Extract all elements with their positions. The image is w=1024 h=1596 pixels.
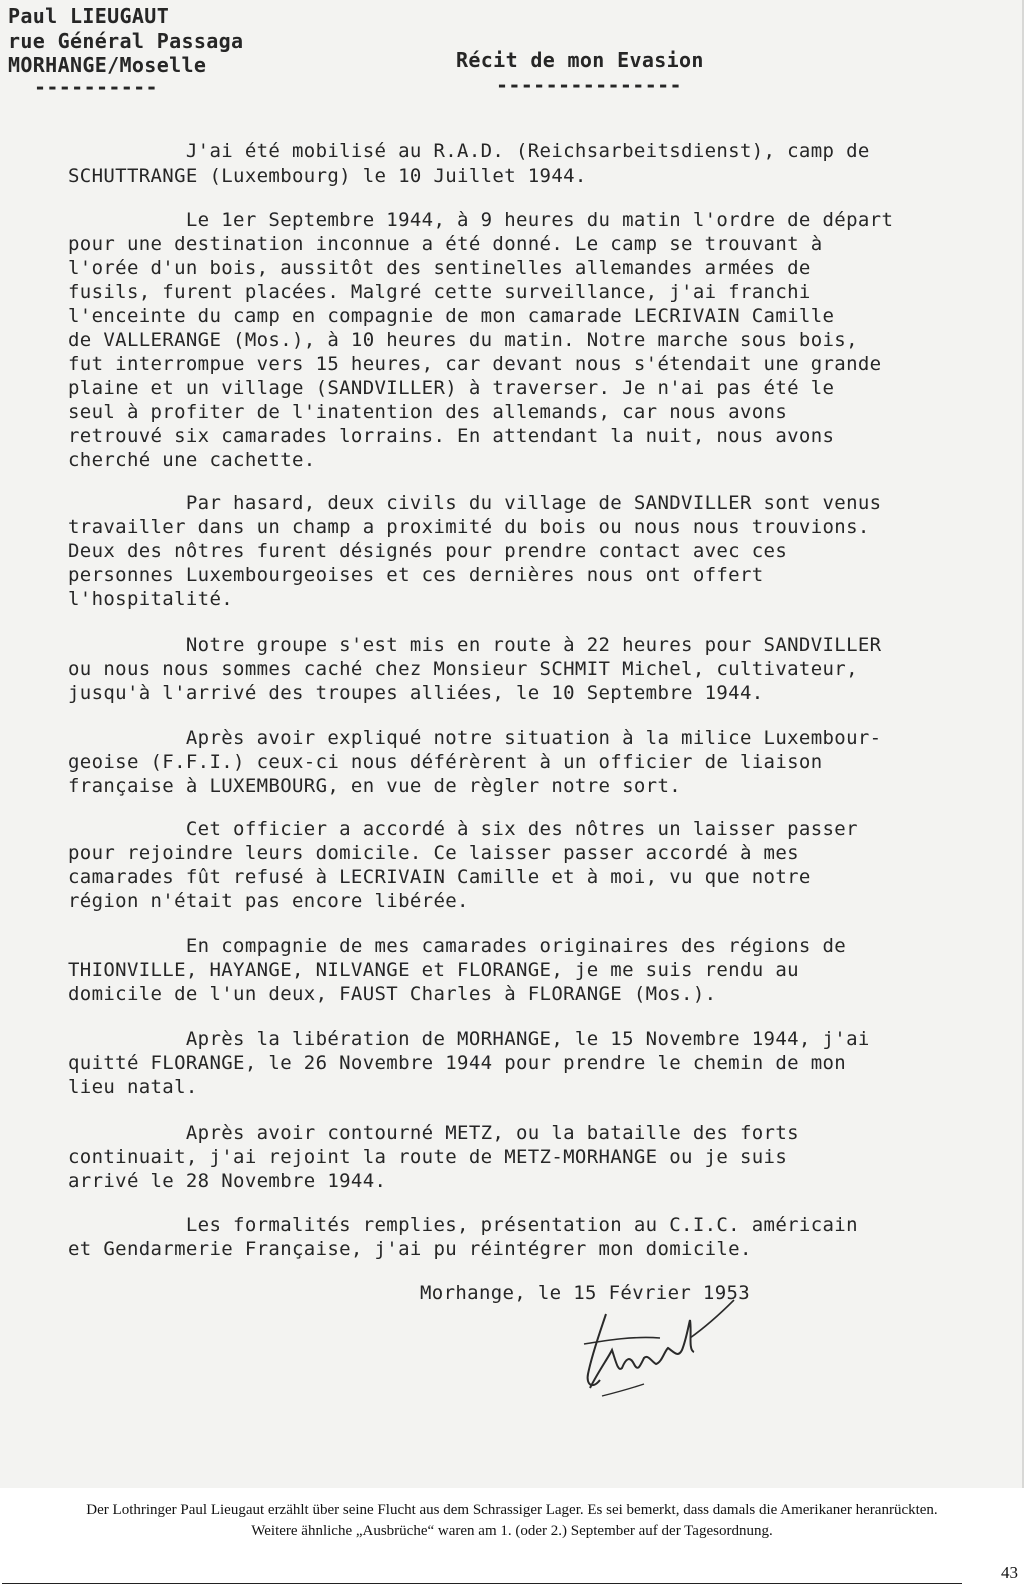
text-line: française à LUXEMBOURG, en vue de règler notre sort. [68, 775, 682, 797]
sender-name: Paul LIEUGAUT [8, 4, 170, 28]
text-line: fusils, furent placées. Malgré cette surveillance, j'ai franchi [68, 281, 811, 303]
text-line: Après la libération de MORHANGE, le 15 Novembre 1944, j'ai [68, 1028, 870, 1050]
text-line: Notre groupe s'est mis en route à 22 heures pour SANDVILLER [68, 634, 882, 656]
text-line: Le 1er Septembre 1944, à 9 heures du matin l'ordre de départ [68, 209, 894, 231]
text-line: camarades fût refusé à LECRIVAIN Camille et à moi, vu que notre [68, 866, 811, 888]
text-line: plaine et un village (SANDVILLER) à traverser. Je n'ai pas été le [68, 377, 835, 399]
signoff-date: Morhange, le 15 Février 1953 [420, 1282, 751, 1304]
text-line: l'orée d'un bois, aussitôt des sentinelles allemandes armées de [68, 257, 811, 279]
text-line: région n'était pas encore libérée. [68, 890, 469, 912]
text-line: pour une destination inconnue a été donné. Le camp se trouvant à [68, 233, 823, 255]
text-line: l'hospitalité. [68, 588, 234, 610]
sender-underline: ---------- [34, 75, 158, 99]
title-underline: --------------- [496, 73, 682, 97]
text-line: Après avoir contourné METZ, ou la bataille des forts [68, 1122, 799, 1144]
text-line: fut interrompue vers 15 heures, car devant nous s'étendait une grande [68, 353, 882, 375]
text-line: lieu natal. [68, 1076, 198, 1098]
text-line: quitté FLORANGE, le 26 Novembre 1944 pour prendre le chemin de mon [68, 1052, 847, 1074]
text-line: retrouvé six camarades lorrains. En attendant la nuit, nous avons [68, 425, 835, 447]
text-line: J'ai été mobilisé au R.A.D. (Reichsarbeitsdienst), camp de [68, 140, 870, 162]
text-line: seul à profiter de l'inatention des allemands, car nous avons [68, 401, 788, 423]
page-number: 43 [1001, 1563, 1018, 1582]
text-line: En compagnie de mes camarades originaires des régions de [68, 935, 847, 957]
text-line: Cet officier a accordé à six des nôtres un laisser passer [68, 818, 858, 840]
figure-caption [0, 1500, 1024, 1542]
footer-rule [2, 1583, 962, 1584]
text-line: THIONVILLE, HAYANGE, NILVANGE et FLORANGE, je me suis rendu au [68, 959, 799, 981]
text-line: continuait, j'ai rejoint la route de METZ-MORHANGE ou je suis [68, 1146, 788, 1168]
caption-line: Weitere ähnliche „Ausbrüche“ waren am 1. (oder 2.) September auf der Tagesordnung. [251, 1523, 773, 1539]
text-line: arrivé le 28 Novembre 1944. [68, 1170, 387, 1192]
text-line: Après avoir expliqué notre situation à la milice Luxembour- [68, 727, 882, 749]
text-line: SCHUTTRANGE (Luxembourg) le 10 Juillet 1944. [68, 165, 587, 187]
text-line: personnes Luxembourgeoises et ces dernières nous ont offert [68, 564, 764, 586]
text-line: jusqu'à l'arrivé des troupes alliées, le 10 Septembre 1944. [68, 682, 764, 704]
caption-line: Der Lothringer Paul Lieugaut erzählt über seine Flucht aus dem Schrassiger Lager. Es sei bemerkt, dass damals die Amerikaner heranrückten. [86, 1502, 938, 1518]
document-title: Récit de mon Evasion [456, 48, 704, 72]
sender-street: rue Général Passaga [8, 29, 244, 53]
text-line: pour rejoindre leurs domicile. Ce laisser passer accordé à mes [68, 842, 799, 864]
text-line: domicile de l'un deux, FAUST Charles à FLORANGE (Mos.). [68, 983, 717, 1005]
sender-city: MORHANGE/Moselle [8, 53, 207, 77]
text-line: Les formalités remplies, présentation au C.I.C. américain [68, 1214, 858, 1236]
text-line: et Gendarmerie Française, j'ai pu réintégrer mon domicile. [68, 1238, 752, 1260]
text-line: cherché une cachette. [68, 449, 316, 471]
handwritten-signature [578, 1292, 738, 1408]
text-line: travailler dans un champ a proximité du bois ou nous nous trouvions. [68, 516, 870, 538]
text-line: Par hasard, deux civils du village de SANDVILLER sont venus [68, 492, 882, 514]
text-line: geoise (F.F.I.) ceux-ci nous déférèrent à un officier de liaison [68, 751, 823, 773]
text-line: l'enceinte du camp en compagnie de mon camarade LECRIVAIN Camille [68, 305, 835, 327]
text-line: ou nous nous sommes caché chez Monsieur SCHMIT Michel, cultivateur, [68, 658, 858, 680]
text-line: de VALLERANGE (Mos.), à 10 heures du matin. Notre marche sous bois, [68, 329, 858, 351]
text-line: Deux des nôtres furent désignés pour prendre contact avec ces [68, 540, 788, 562]
